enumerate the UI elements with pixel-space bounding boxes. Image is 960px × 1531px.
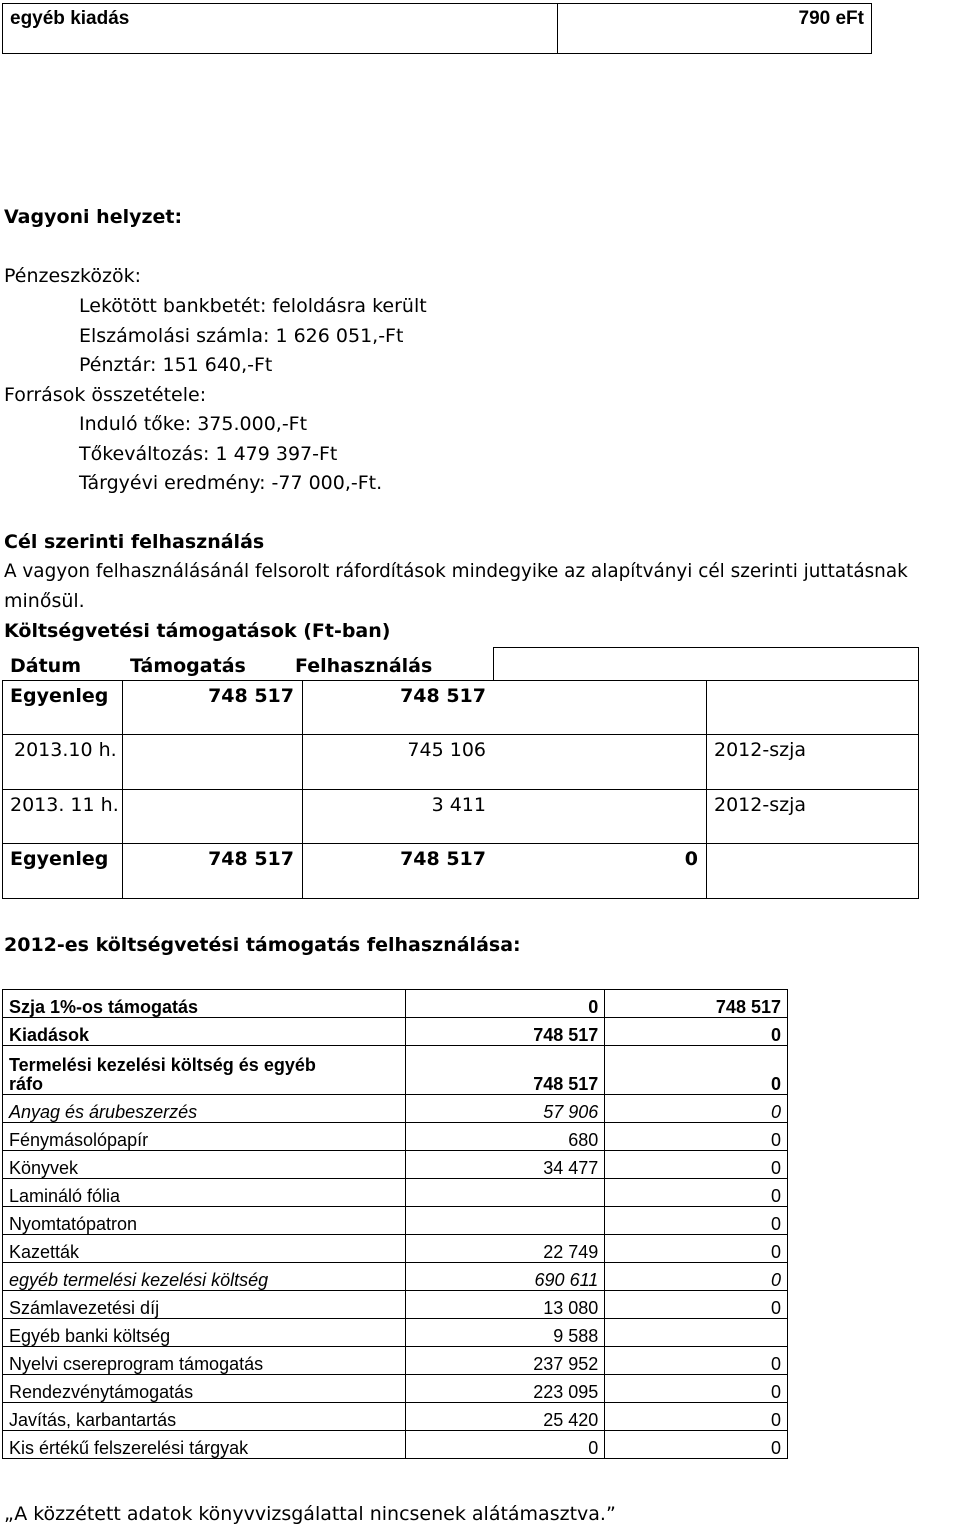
expense-label: Könyvek [3,1151,406,1179]
table-row [3,1263,788,1291]
table-row [3,1347,788,1375]
table-row [3,1095,788,1123]
top-summary-row [3,4,872,54]
expense-value-1: 748 517 [405,1046,605,1095]
table-row [3,1179,788,1207]
source-item: Induló tőke: 375.000,-Ft [79,413,308,435]
expense-value-1: 237 952 [405,1347,605,1375]
expense-value-2: 0 [605,1403,788,1431]
expense-label-line1: Termelési kezelési költség és egyéb [9,1055,316,1075]
budget-row-usage: 748 517 [400,685,486,707]
expense-label: Fénymásolópapír [3,1123,406,1151]
expense-value-2: 0 [605,1291,788,1319]
expense-label: Egyéb banki költség [3,1319,406,1347]
cash-item: Lekötött bankbetét: feloldásra került [79,295,427,317]
table-row [3,1235,788,1263]
expense-label: Anyag és árubeszerzés [3,1095,406,1123]
expense-value-2: 0 [605,1018,788,1046]
usage-heading: 2012-es költségvetési támogatás felhasználása: [4,934,521,956]
budget-row-extra: 2012-szja [714,739,807,761]
expense-value-1: 25 420 [405,1403,605,1431]
assets-heading: Vagyoni helyzet: [4,206,183,228]
purpose-text-line1: A vagyon felhasználásánál felsorolt ráfordítások mindegyike az alapítványi cél szerinti juttatásnak [4,561,908,582]
footer-note: „A közzétett adatok könyvvizsgálattal nincsenek alátámasztva.” [4,1503,616,1525]
expense-label-line2: ráfo [9,1074,44,1094]
purpose-heading: Cél szerinti felhasználás [4,531,265,553]
purpose-text-line2: minősül. [4,590,85,612]
expense-label: Szja 1%-os támogatás [3,990,406,1018]
expense-value-1: 690 611 [405,1263,605,1291]
expense-value-1: 57 906 [405,1095,605,1123]
budget-header-date: Dátum [10,655,81,677]
budget-header-usage: Felhasználás [295,655,433,677]
cash-title: Pénzeszközök: [4,265,141,287]
expense-value-2: 0 [605,1095,788,1123]
table-row [3,1319,788,1347]
table-row [3,1207,788,1235]
budget-row-extra: 2012-szja [714,794,807,816]
expense-table [2,989,788,1459]
expense-value-1 [405,1179,605,1207]
top-summary-label: egyéb kiadás [3,4,558,54]
expense-value-2: 748 517 [605,990,788,1018]
expense-label: Lamináló fólia [3,1179,406,1207]
cash-item: Elszámolási számla: 1 626 051,-Ft [79,325,404,347]
expense-label: Rendezvénytámogatás [3,1375,406,1403]
expense-value-1: 9 588 [405,1319,605,1347]
budget-row-label: 2013.10 h. [14,739,117,761]
top-summary-table [2,3,872,54]
cash-item: Pénztár: 151 640,-Ft [79,354,273,376]
expense-value-1: 13 080 [405,1291,605,1319]
expense-label: Javítás, karbantartás [3,1403,406,1431]
expense-value-2: 0 [605,1046,788,1095]
budget-header-support: Támogatás [130,655,246,677]
expense-value-1: 22 749 [405,1235,605,1263]
expense-value-1: 0 [405,1431,605,1459]
expense-value-1: 34 477 [405,1151,605,1179]
expense-label: Kazetták [3,1235,406,1263]
expense-value-2: 0 [605,1431,788,1459]
table-row [3,1403,788,1431]
expense-label: Számlavezetési díj [3,1291,406,1319]
expense-label [3,1046,406,1095]
budget-row-label: 2013. 11 h. [10,794,119,816]
table-row [3,1123,788,1151]
table-row [3,1018,788,1046]
sources-title: Források összetétele: [4,384,207,406]
expense-label: Kiadások [3,1018,406,1046]
budget-row-usage: 745 106 [407,739,486,761]
table-row [3,1431,788,1459]
top-summary-value: 790 eFt [558,4,872,54]
expense-value-2: 0 [605,1375,788,1403]
expense-value-1: 680 [405,1123,605,1151]
table-row [3,1375,788,1403]
expense-value-2: 0 [605,1123,788,1151]
table-row [3,990,788,1018]
table-row [3,1291,788,1319]
expense-value-2: 0 [605,1347,788,1375]
expense-label: egyéb termelési kezelési költség [3,1263,406,1291]
budget-row-support: 748 517 [208,685,294,707]
source-item: Tőkeváltozás: 1 479 397-Ft [79,443,338,465]
table-row [3,1151,788,1179]
expense-value-1 [405,1207,605,1235]
budget-row-usage: 748 517 [400,848,486,870]
expense-value-1: 748 517 [405,1018,605,1046]
budget-row-support: 748 517 [208,848,294,870]
expense-value-2: 0 [605,1207,788,1235]
budget-row-label: Egyenleg [10,685,109,707]
expense-value-2: 0 [605,1151,788,1179]
expense-value-2: 0 [605,1179,788,1207]
budget-row-extra: 0 [684,848,698,870]
budget-row-label: Egyenleg [10,848,109,870]
expense-label: Kis értékű felszerelési tárgyak [3,1431,406,1459]
expense-label: Nyelvi csereprogram támogatás [3,1347,406,1375]
budget-heading: Költségvetési támogatások (Ft-ban) [4,620,391,642]
expense-label: Nyomtatópatron [3,1207,406,1235]
budget-row-usage: 3 411 [431,794,486,816]
expense-value-2 [605,1319,788,1347]
expense-value-1: 0 [405,990,605,1018]
table-row [3,1046,788,1095]
expense-value-1: 223 095 [405,1375,605,1403]
source-item: Tárgyévi eredmény: -77 000,-Ft. [79,472,383,494]
expense-value-2: 0 [605,1235,788,1263]
expense-value-2: 0 [605,1263,788,1291]
